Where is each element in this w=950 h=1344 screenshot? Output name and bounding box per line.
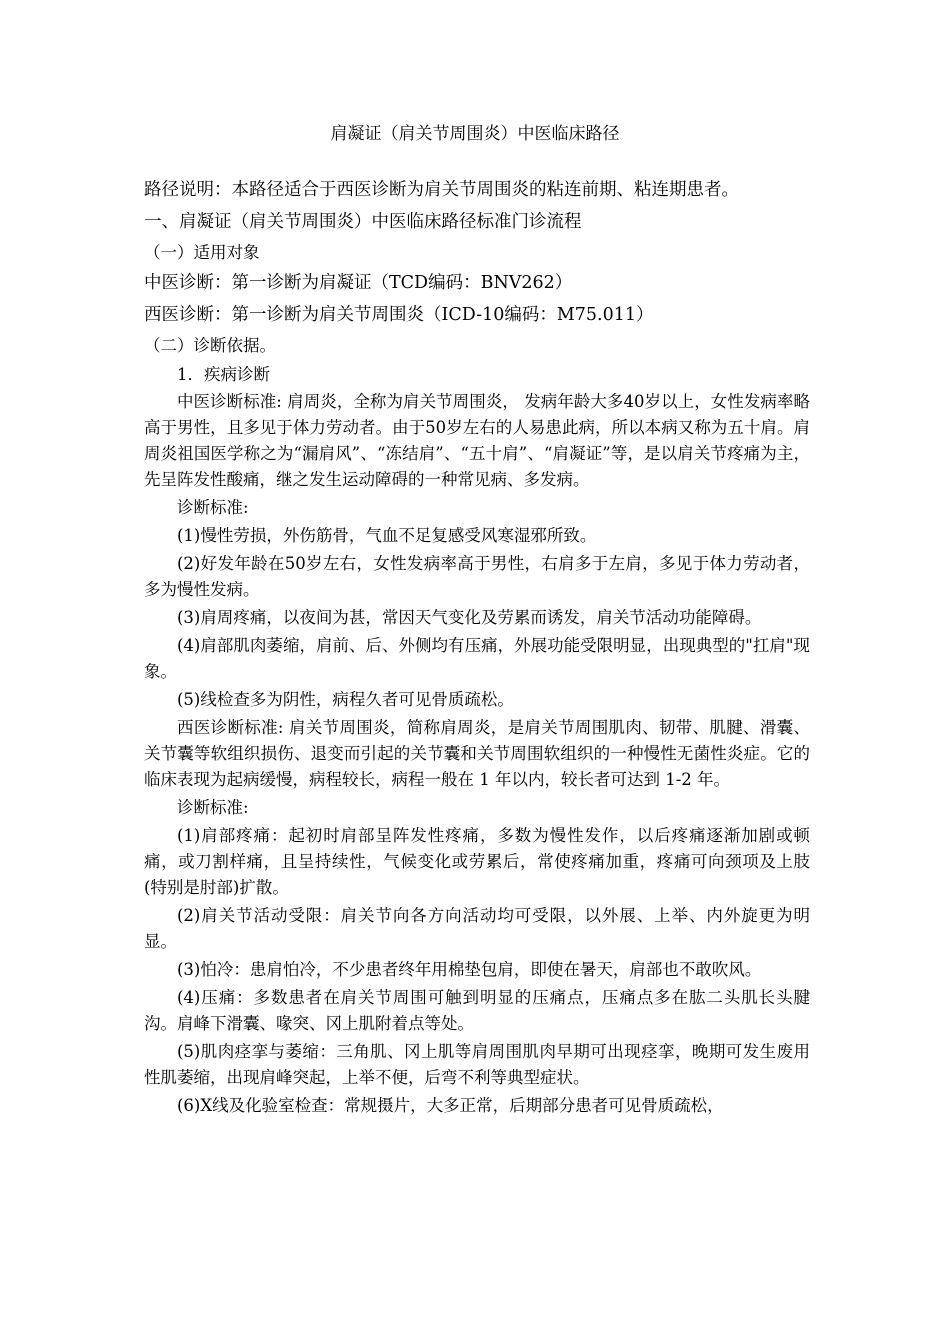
tcm-criterion-2: (2)好发年龄在50岁左右，女性发病率高于男性，右肩多于左肩，多见于体力劳动者，多为慢性发病。 (144, 554, 810, 599)
western-criterion-6: (6)X线及化验室检查：常规摄片，大多正常，后期部分患者可见骨质疏松， (177, 1096, 724, 1115)
western-criterion-1: (1)肩部疼痛：起初时肩部呈阵发性疼痛，多数为慢性发作，以后疼痛逐渐加剧或顿痛，或刀割样痛，且呈持续性，气候变化或劳累后，常使疼痛加重，疼痛可向颈项及上肢(特别是肘部)扩散。 (144, 826, 810, 897)
subsection-heading-applicable: （一）适用对象 (144, 243, 260, 262)
document-body (144, 174, 810, 1119)
page-title: 肩凝证（肩关节周围炎）中医临床路径 (330, 124, 620, 144)
path-description: 路径说明：本路径适合于西医诊断为肩关节周围炎的粘连前期、粘连期患者。 (144, 180, 739, 200)
tcm-criterion-3: (3)肩周疼痛，以夜间为甚，常因天气变化及劳累而诱发，肩关节活动功能障碍。 (177, 608, 762, 627)
western-diagnosis-line: 西医诊断：第一诊断为肩关节周围炎（ICD-10编码：M75.011） (144, 305, 654, 325)
subsection-heading-basis: （二）诊断依据。 (144, 336, 276, 355)
western-criterion-5: (5)肌肉痉挛与萎缩：三角肌、冈上肌等肩周围肌肉早期可出现痉挛，晚期可发生废用性肌萎缩，出现肩峰突起，上举不便，后弯不利等典型症状。 (144, 1042, 810, 1087)
tcm-diagnosis-line: 中医诊断：第一诊断为肩凝证（TCD编码：BNV262） (144, 273, 573, 293)
western-criterion-2: (2)肩关节活动受限：肩关节向各方向活动均可受限，以外展、上举、内外旋更为明显。 (144, 906, 810, 951)
western-criterion-4: (4)压痛：多数患者在肩关节周围可触到明显的压痛点，压痛点多在肱二头肌长头腱沟。肩峰下滑囊、喙突、冈上肌附着点等处。 (144, 988, 810, 1033)
tcm-criterion-5: (5)线检查多为阴性，病程久者可见骨质疏松。 (177, 690, 514, 709)
tcm-criterion-1: (1)慢性劳损，外伤筋骨，气血不足复感受风寒湿邪所致。 (177, 526, 597, 545)
tcm-criteria-paragraph: 中医诊断标准: 肩周炎，全称为肩关节周围炎， 发病年龄大多40岁以上，女性发病率略高于男性，且多见于体力劳动者。由于50岁左右的人易患此病，所以本病又称为五十肩。肩周炎祖国医学称之为“漏肩风”、“冻结肩”、“五十肩”、“肩凝证”等，是以肩关节疼痛为主，先呈阵发性酸痛，继之发生运动障碍的一种常见病、多发病。 (144, 392, 810, 489)
tcm-criterion-4: (4)肩部肌肉萎缩，肩前、后、外侧均有压痛，外展功能受限明显，出现典型的"扛肩"现象。 (144, 636, 810, 681)
western-criterion-3: (3)怕冷：患肩怕冷，不少患者终年用棉垫包肩，即使在暑天，肩部也不敢吹风。 (177, 960, 762, 979)
disease-diagnosis-heading: 1．疾病诊断 (177, 365, 270, 384)
criteria-label-2: 诊断标准: (177, 798, 249, 817)
western-criteria-paragraph: 西医诊断标准: 肩关节周围炎，简称肩周炎，是肩关节周围肌肉、韧带、肌腱、滑囊、关节囊等软组织损伤、退变而引起的关节囊和关节周围软组织的一种慢性无菌性炎症。它的临床表现为起病缓慢，病程较长，病程一般在 1 年以内，较长者可达到 1-2 年。 (144, 718, 810, 789)
criteria-label-1: 诊断标准: (177, 498, 249, 517)
section-heading-1: 一、肩凝证（肩关节周围炎）中医临床路径标准门诊流程 (144, 212, 582, 232)
